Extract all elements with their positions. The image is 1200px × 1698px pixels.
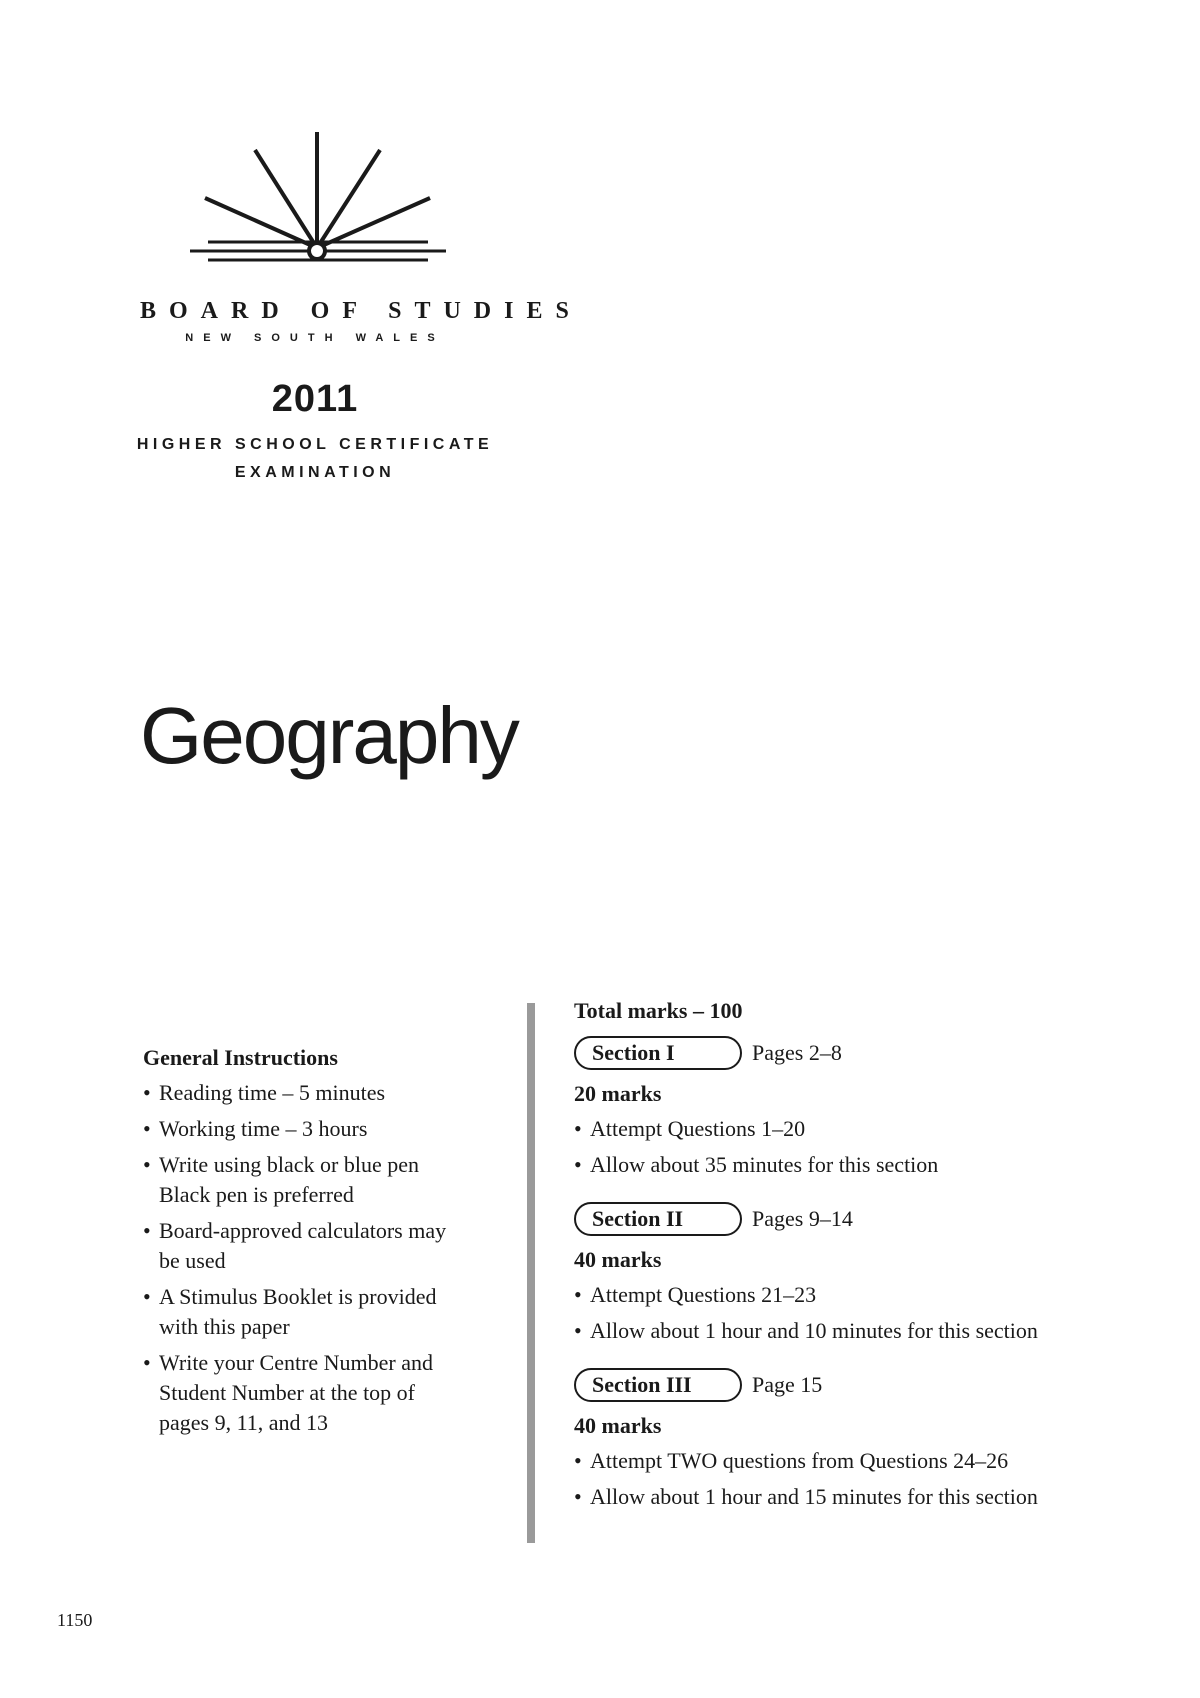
exam-year: 2011 <box>271 378 359 420</box>
section-marks: 40 marks <box>574 1247 662 1272</box>
section-3 <box>574 1365 1134 1515</box>
instruction-item: • Write your Centre Number and Student Number at the top of pages 9, 11, and 13 <box>143 1348 503 1438</box>
exam-title-line-2: EXAMINATION <box>234 464 396 481</box>
section-instruction: • Attempt Questions 21–23 <box>574 1277 1134 1313</box>
exam-title-line-1: HIGHER SCHOOL CERTIFICATE <box>136 436 494 453</box>
board-title: BOARD OF STUDIES <box>140 298 582 324</box>
section-instruction: • Allow about 35 minutes for this section <box>574 1147 1134 1183</box>
marks-summary <box>574 997 1134 1531</box>
section-instruction: • Allow about 1 hour and 15 minutes for this section <box>574 1479 1134 1515</box>
instruction-item: • Write using black or blue pen Black pen is preferred <box>143 1150 503 1210</box>
instruction-item: • Reading time – 5 minutes <box>143 1078 503 1108</box>
section-label: Section I <box>574 1036 742 1070</box>
section-marks: 40 marks <box>574 1413 662 1438</box>
section-marks: 20 marks <box>574 1081 662 1106</box>
section-2 <box>574 1199 1134 1349</box>
subject-title: Geography <box>140 691 518 780</box>
general-instructions-title: General Instructions <box>143 1045 338 1070</box>
section-pages: Pages 2–8 <box>752 1040 842 1065</box>
instruction-item: • A Stimulus Booklet is provided with this paper <box>143 1282 503 1342</box>
column-divider <box>527 1003 535 1543</box>
board-subtitle: NEW SOUTH WALES <box>185 332 445 344</box>
instruction-item: • Working time – 3 hours <box>143 1114 503 1144</box>
section-label: Section II <box>574 1202 742 1236</box>
board-of-studies-logo <box>180 130 460 280</box>
general-instructions-list <box>143 1078 503 1444</box>
section-instruction: • Attempt TWO questions from Questions 24–26 <box>574 1443 1134 1479</box>
paper-code: 1150 <box>57 1610 93 1630</box>
section-instruction: • Allow about 1 hour and 10 minutes for this section <box>574 1313 1134 1349</box>
section-1 <box>574 1033 1134 1183</box>
total-marks: Total marks – 100 <box>574 998 743 1023</box>
section-label: Section III <box>574 1368 742 1402</box>
section-instruction: • Attempt Questions 1–20 <box>574 1111 1134 1147</box>
section-pages: Page 15 <box>752 1372 823 1397</box>
instruction-item: • Board-approved calculators may be used <box>143 1216 503 1276</box>
section-pages: Pages 9–14 <box>752 1206 853 1231</box>
